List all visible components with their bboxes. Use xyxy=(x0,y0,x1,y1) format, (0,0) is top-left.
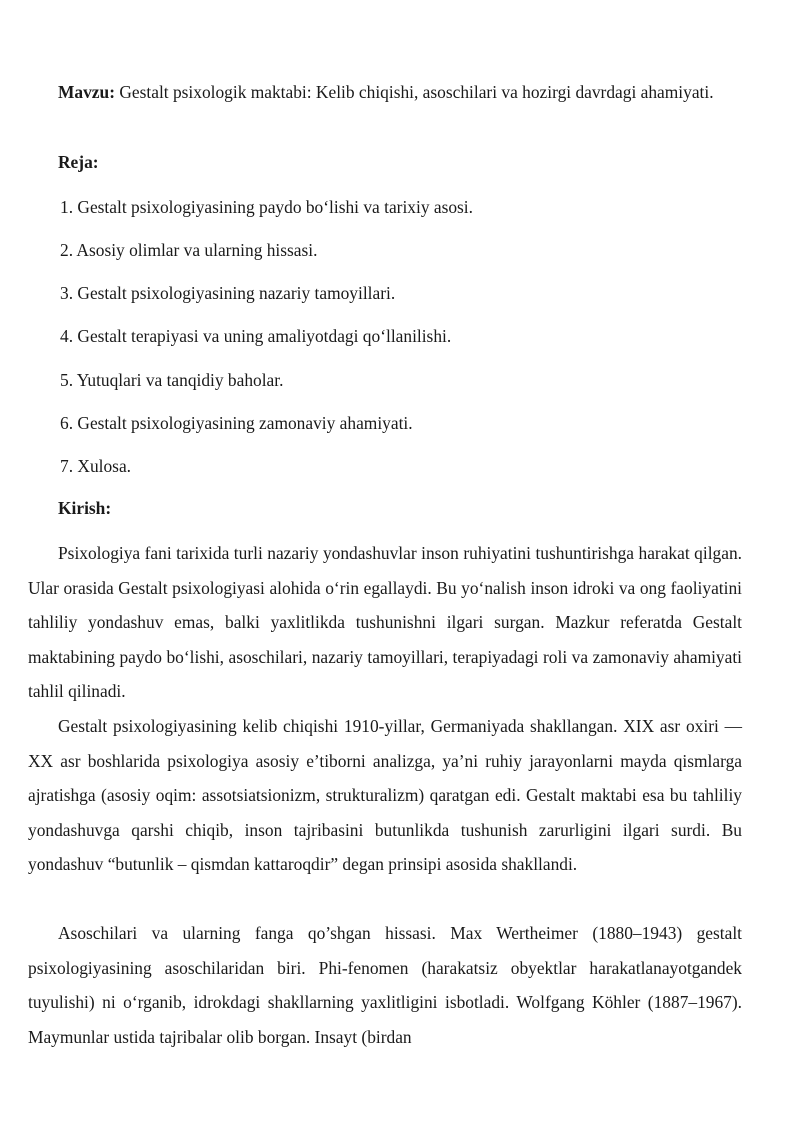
plan-heading: Reja: xyxy=(58,152,99,172)
origin-paragraph: Gestalt psixologiyasining kelib chiqishi 1910-yillar, Germaniyada shakllangan. XIX asr oxiri — XX asr boshlarida psixologiya asosiy e’tiborni analizga, ya’ni ruhiy jarayonlarni mayda qismlarga ajratishga (asosiy oqim: assotsiatsionizm, strukturalizm) qaratgan edi. Gestalt maktabi esa bu tahliliy yondashuvga qarshi chiqib, inson tajribasini butunlikda tushunish zarurligini ilgari surdi. Bu yondashuv “butunlik – qismdan kattaroqdir” degan prinsipi asosida shakllandi. xyxy=(28,716,742,874)
founders-paragraph: Asoschilari va ularning fanga qo’shgan hissasi. Max Wertheimer (1880–1943) gestalt psixologiyasining asoschilaridan biri. Phi-fenomen (harakatsiz obyektlar harakatlanayotgandek tuyulishi) ni o‘rganib, idrokdagi shakllarning yaxlitligini isbotladi. Wolfgang Köhler (1887–1967). Maymunlar ustida tajribalar olib borgan. Insayt (birdan xyxy=(28,923,742,1047)
plan-item: 6. Gestalt psixologiyasining zamonaviy ahamiyati. xyxy=(60,413,413,433)
plan-item: 5. Yutuqlari va tanqidiy baholar. xyxy=(60,370,284,390)
intro-paragraph: Psixologiya fani tarixida turli nazariy yondashuvlar inson ruhiyatini tushuntirishga harakat qilgan. Ular orasida Gestalt psixologiyasi alohida o‘rin egallaydi. Bu yo‘nalish inson idroki va ong faoliyatini tahliliy yondashuv emas, balki yaxlitlikda tushunishni ilgari surgan. Mazkur referatda Gestalt maktabining paydo bo‘lishi, asoschilari, nazariy tamoyillari, terapiyadagi roli va zamonaviy ahamiyati tahlil qilinadi. xyxy=(28,543,742,701)
topic-line xyxy=(28,75,742,110)
intro-heading: Kirish: xyxy=(58,498,112,518)
plan-item: 1. Gestalt psixologiyasining paydo bo‘lishi va tarixiy asosi. xyxy=(60,197,473,217)
topic-text: Gestalt psixologik maktabi: Kelib chiqishi, asoschilari va hozirgi davrdagi ahamiyati. xyxy=(115,82,714,102)
plan-item: 4. Gestalt terapiyasi va uning amaliyotdagi qo‘llanilishi. xyxy=(60,326,452,346)
topic-label: Mavzu: xyxy=(58,82,115,102)
plan-item: 7. Xulosa. xyxy=(60,456,132,476)
plan-item: 2. Asosiy olimlar va ularning hissasi. xyxy=(60,240,318,260)
plan-item: 3. Gestalt psixologiyasining nazariy tamoyillari. xyxy=(60,283,396,303)
